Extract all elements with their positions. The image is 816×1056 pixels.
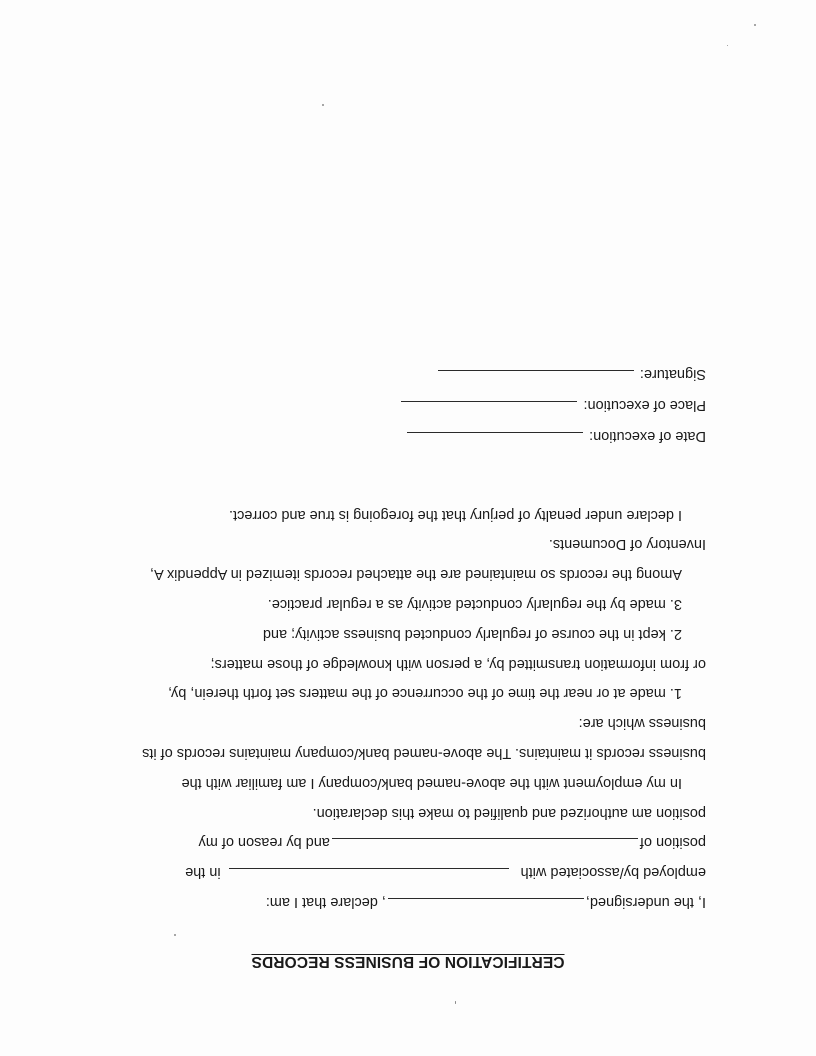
scan-speck — [174, 934, 176, 936]
position-label: position of — [639, 834, 706, 851]
document-title: CERTIFICATION OF BUSINESS RECORDS — [251, 953, 565, 970]
execution-block — [286, 358, 706, 451]
scan-speck — [727, 45, 728, 46]
authorization-line: position am authorized and qualified to make this declaration. — [312, 804, 706, 821]
declarant-name-field[interactable] — [388, 898, 584, 914]
paragraph-2-line-1: Among the records so maintained are the attached records itemized in Appendix A, — [150, 566, 682, 583]
employer-label: employed by/associated with — [520, 864, 706, 881]
date-field[interactable] — [407, 432, 583, 448]
position-field[interactable] — [332, 838, 638, 854]
undersigned-label: I, the undersigned, — [585, 894, 706, 910]
declaration-body — [108, 499, 706, 916]
date-label: Date of execution: — [589, 428, 706, 444]
place-row — [286, 389, 706, 420]
scan-speck — [322, 104, 324, 106]
position-line — [108, 827, 706, 857]
perjury-declaration: I declare under penalty of perjury that the foregoing is true and correct. — [229, 506, 682, 523]
paragraph-1-line-1 — [108, 767, 706, 797]
scan-speck — [754, 24, 756, 26]
declare-text: , declare that I am: — [265, 894, 386, 910]
signature-field[interactable] — [438, 370, 634, 386]
scan-speck — [455, 1001, 456, 1004]
signature-row — [286, 358, 706, 389]
item-2: 2. kept in the course of regularly conducted business activity; and — [262, 625, 682, 642]
paragraph-1-line-2: business records it maintains. The above-named bank/company maintains records of its — [142, 745, 706, 762]
paragraph-2-line-2: Inventory of Documents. — [548, 536, 706, 553]
date-row — [286, 420, 706, 451]
item-1-line-2: or from information transmitted by, a person with knowledge of those matters; — [210, 655, 706, 672]
place-field[interactable] — [401, 401, 577, 417]
employer-field[interactable] — [229, 868, 509, 884]
in-the-text: in the — [185, 864, 221, 881]
place-label: Place of execution: — [583, 397, 706, 413]
declarant-name-line — [108, 886, 706, 916]
employer-line — [108, 856, 706, 886]
paragraph-1-line-3: business which are: — [578, 715, 706, 732]
item-1-line-1: 1. made at or near the time of the occurrence of the matters set forth therein, by, — [168, 685, 682, 702]
by-reason-text: and by reason of my — [198, 834, 330, 851]
item-3: 3. made by the regularly conducted activity as a regular practice. — [267, 596, 682, 613]
signature-label: Signature: — [639, 366, 706, 382]
paragraph-1-text: In my employment with the above-named bank/company I am familiar with the — [181, 774, 682, 791]
